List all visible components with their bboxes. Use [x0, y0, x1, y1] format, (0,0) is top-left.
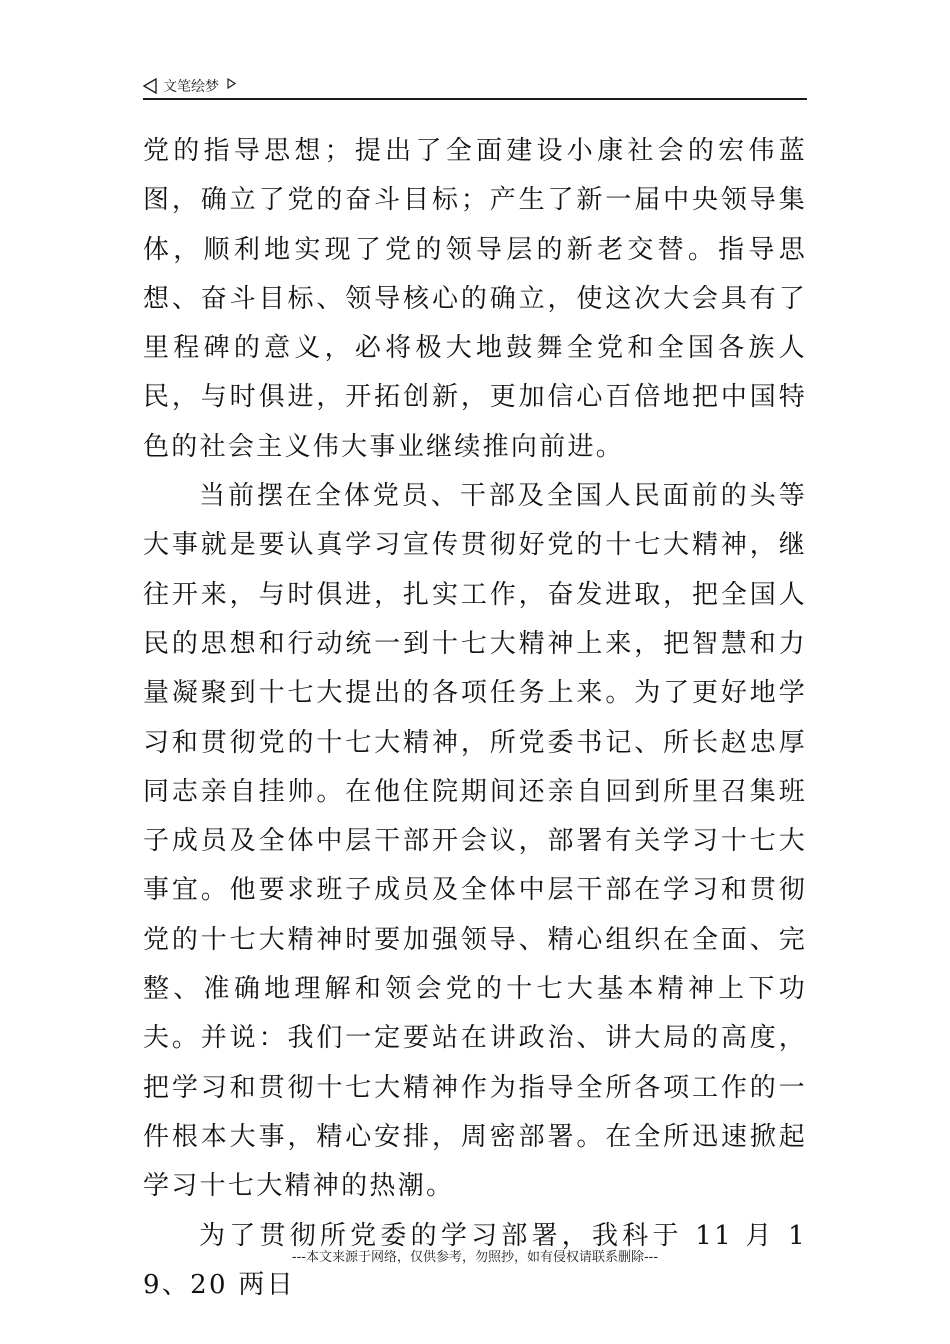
- page-header: [143, 72, 807, 100]
- triangle-left-icon: [143, 78, 157, 94]
- triangle-right-icon: [227, 78, 236, 89]
- document-body: [143, 127, 807, 1310]
- paragraph-continuation: 党的指导思想；提出了全面建设小康社会的宏伟蓝图，确立了党的奋斗目标；产生了新一届中央领导集体，顺利地实现了党的领导层的新老交替。指导思想、奋斗目标、领导核心的确立，使这次大会具有了里程碑的意义，必将极大地鼓舞全党和全国各族人民，与时俱进，开拓创新，更加信心百倍地把中国特色的社会主义伟大事业继续推向前进。: [143, 136, 807, 462]
- paragraph-study-spirit: 当前摆在全体党员、干部及全国人民面前的头等大事就是要认真学习宣传贯彻好党的十七大精神，继往开来，与时俱进，扎实工作，奋发进取，把全国人民的思想和行动统一到十七大精神上来，把智慧和力量凝聚到十七大提出的各项任务上来。为了更好地学习和贯彻党的十七大精神，所党委书记、所长赵忠厚同志亲自挂帅。在他住院期间还亲自回到所里召集班子成员及全体中层干部开会议，部署有关学习十七大事宜。他要求班子成员及全体中层干部在学习和贯彻党的十七大精神时要加强领导、精心组织在全面、完整、准确地理解和领会党的十七大基本精神上下功夫。并说：我们一定要站在讲政治、讲大局的高度，把学习和贯彻十七大精神作为指导全所各项工作的一件根本大事，精心安排，周密部署。在全所迅速掀起学习十七大精神的热潮。: [143, 481, 807, 1202]
- footer-notice: ---本文来源于网络，仅供参考，勿照抄，如有侵权请联系删除---: [291, 1250, 659, 1265]
- paragraph-department-arrangement: 为了贯彻所党委的学习部署，我科于 11 月 19、20 两日: [143, 1220, 807, 1300]
- header-title-group: [143, 76, 236, 96]
- header-title: 文笔绘梦: [163, 79, 219, 95]
